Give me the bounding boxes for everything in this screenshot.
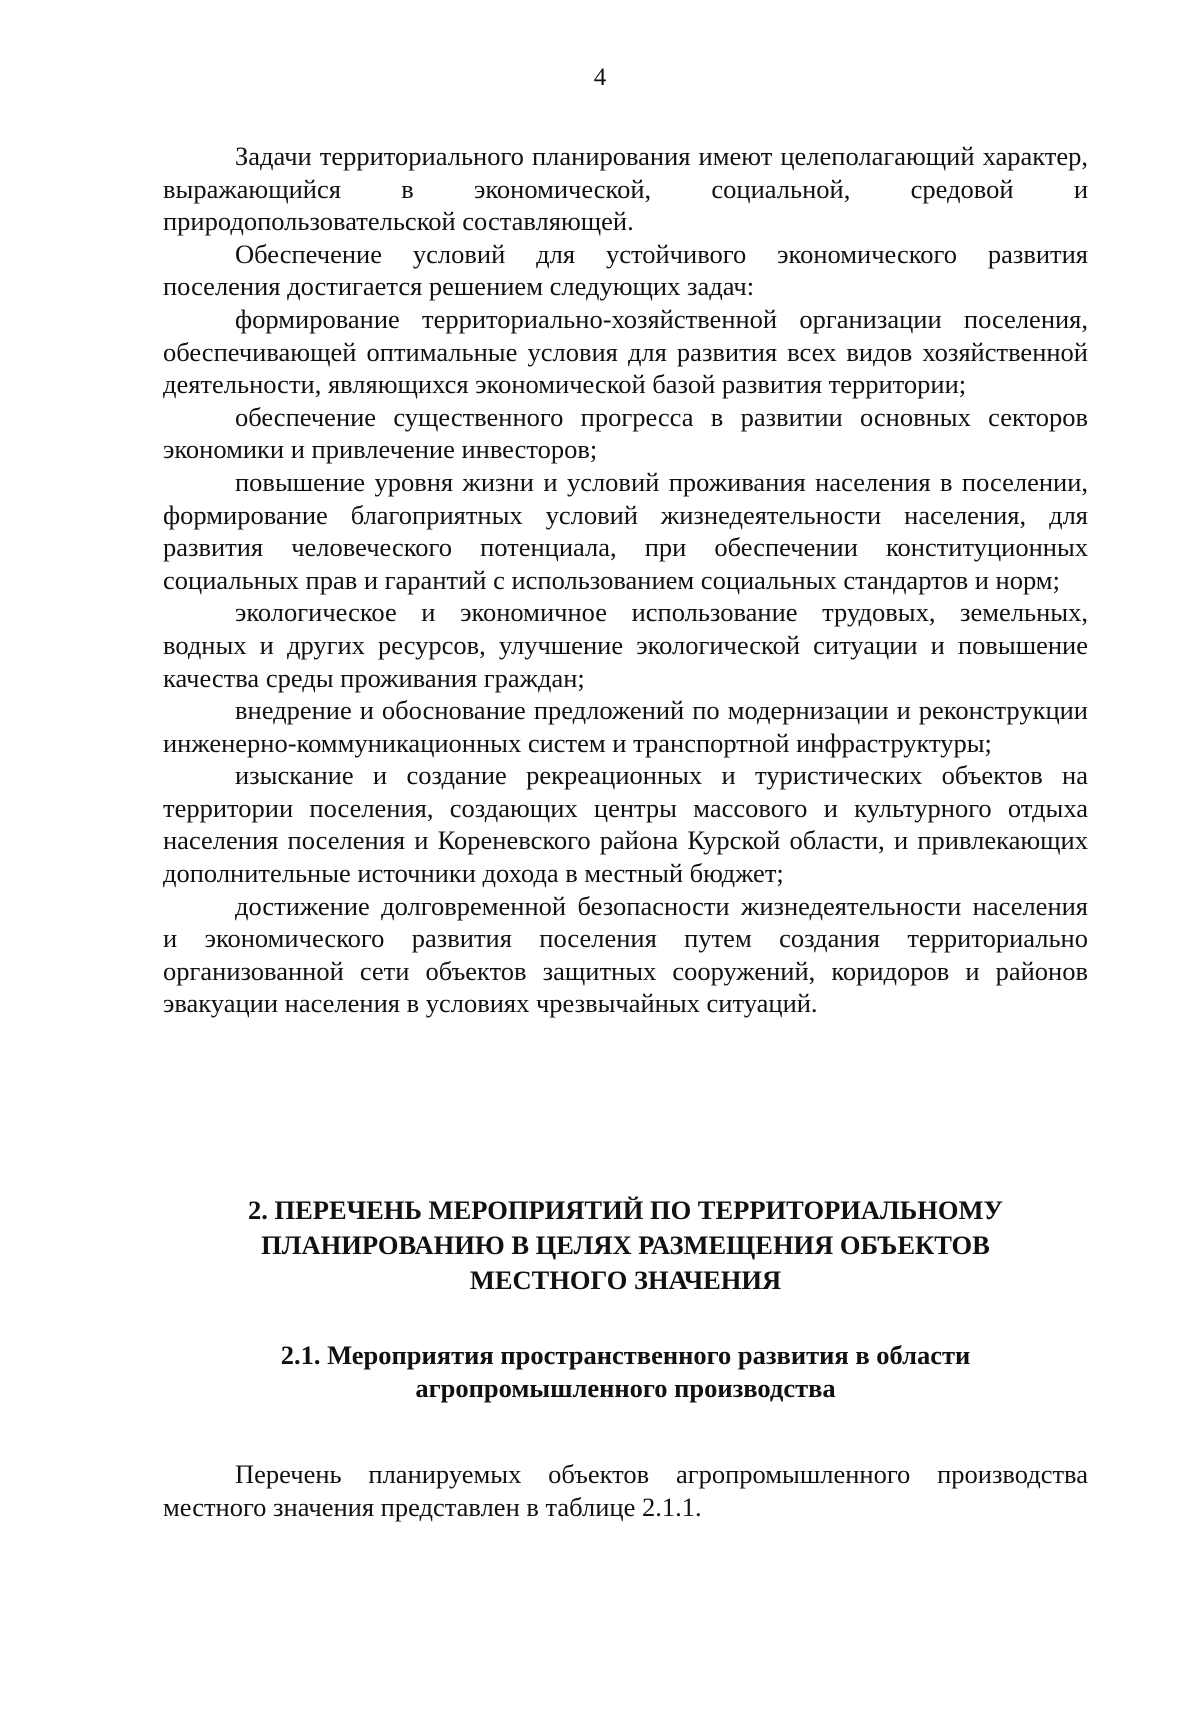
section-heading-line: 2. ПЕРЕЧЕНЬ МЕРОПРИЯТИЙ ПО ТЕРРИТОРИАЛЬНОМУ xyxy=(248,1195,1003,1225)
subsection-heading-line: 2.1. Мероприятия пространственного развития в области xyxy=(280,1340,971,1370)
task-item: формирование территориально-хозяйственной организации поселения, обеспечивающей оптимальные условия для развития всех видов хозяйственной деятельности, являющихся экономической базой развития территории; xyxy=(163,303,1088,400)
paragraph-goals: Задачи территориального планирования имеют целеполагающий характер, выражающийся в экономической, социальной, средовой и природопользовательской составляющей. xyxy=(163,141,1088,237)
task-item: повышение уровня жизни и условий проживания населения в поселении, формирование благоприятных условий жизнедеятельности населения, для развития человеческого потенциала, при обеспечении конституционных социальных прав и гарантий с использованием социальных стандартов и норм; xyxy=(163,466,1088,595)
closing-text xyxy=(163,1458,1088,1523)
body-text xyxy=(163,140,1088,1020)
task-item: изыскание и создание рекреационных и туристических объектов на территории поселения, создающих центры массового и культурного отдыха населения поселения и Кореневского района Курской области, и привлекающих дополнительные источники дохода в местный бюджет; xyxy=(163,760,1088,889)
task-item: достижение долговременной безопасности жизнедеятельности населения и экономического развития поселения путем создания территориально организованной сети объектов защитных сооружений, коридоров и районов эвакуации населения в условиях чрезвычайных ситуаций. xyxy=(163,890,1088,1019)
task-item: экологическое и экономичное использование трудовых, земельных, водных и других ресурсов, улучшение экологической ситуации и повышение качества среды проживания граждан; xyxy=(163,597,1088,693)
section-heading-line: МЕСТНОГО ЗНАЧЕНИЯ xyxy=(469,1265,782,1295)
subsection-heading-line: агропромышленного производства xyxy=(415,1373,836,1403)
subsection-heading xyxy=(163,1339,1088,1405)
section-heading-line: ПЛАНИРОВАНИЮ В ЦЕЛЯХ РАЗМЕЩЕНИЯ ОБЪЕКТОВ xyxy=(261,1230,990,1260)
section-heading xyxy=(163,1193,1088,1298)
task-item: обеспечение существенного прогресса в развитии основных секторов экономики и привлечение инвесторов; xyxy=(163,401,1088,465)
page-number: 4 xyxy=(593,64,607,91)
closing-paragraph: Перечень планируемых объектов агропромышленного производства местного значения представлен в таблице 2.1.1. xyxy=(163,1459,1088,1522)
task-item: внедрение и обоснование предложений по модернизации и реконструкции инженерно-коммуникационных систем и транспортной инфраструктуры; xyxy=(163,695,1088,758)
paragraph-economic-conditions: Обеспечение условий для устойчивого экономического развития поселения достигается решением следующих задач: xyxy=(163,238,1088,302)
